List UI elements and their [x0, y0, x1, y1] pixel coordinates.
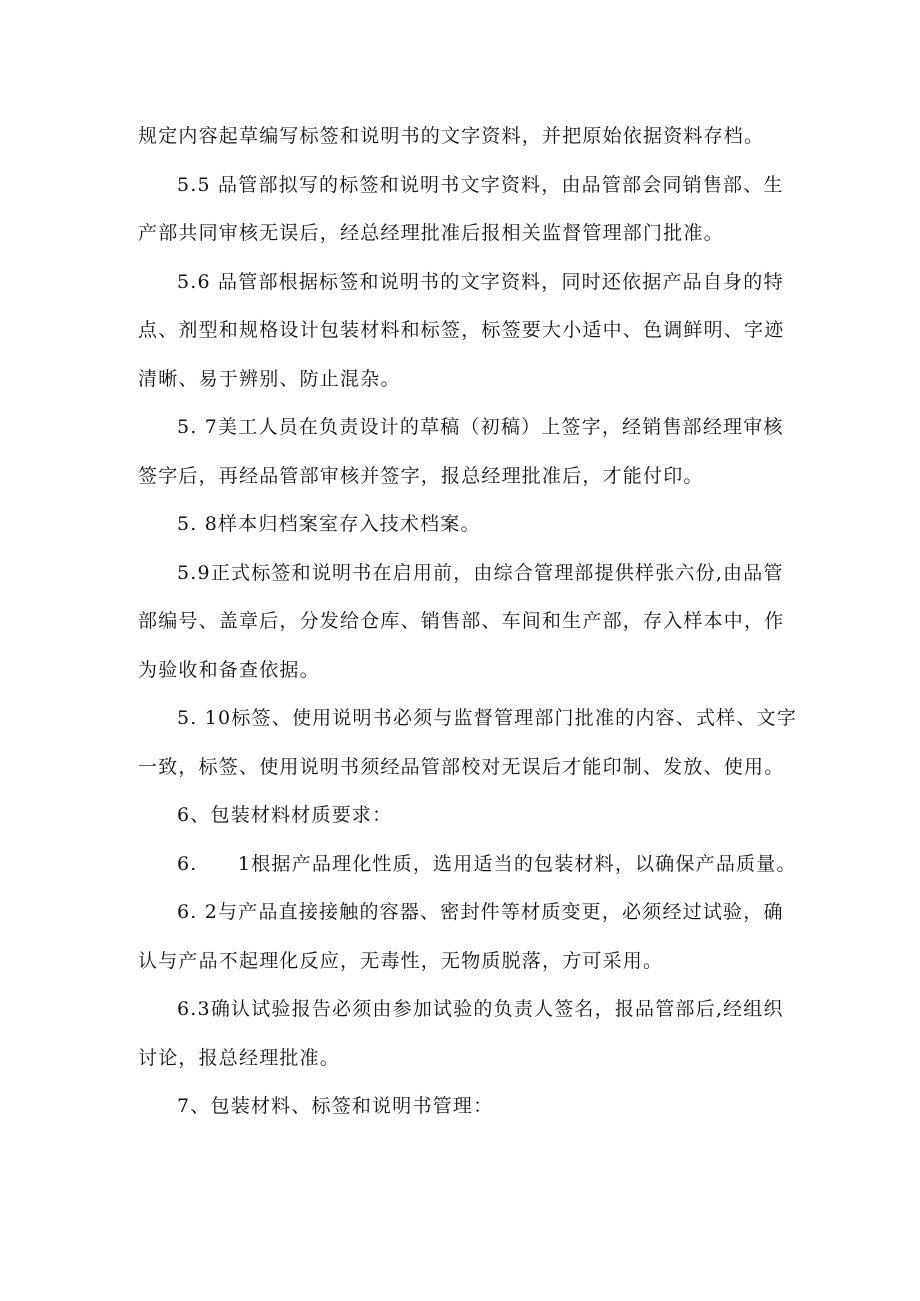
paragraph-6-2: 6. 2与产品直接接触的容器、密封件等材质变更，必须经过试验，确认与产品不起理化反应，无毒性，无物质脱落，方可采用。	[138, 901, 784, 972]
paragraph-5-9: 5.9正式标签和说明书在启用前，由综合管理部提供样张六份,由品管部编号、盖章后，分发给仓库、销售部、车间和生产部，存入样本中，作为验收和备查依据。	[138, 561, 785, 681]
section-heading-6: 6、包装材料材质要求：	[177, 804, 393, 826]
paragraph-continuation: 规定内容起草编写标签和说明书的文字资料，并把原始依据资料存档。	[138, 125, 765, 147]
paragraph-5-6: 5.6 品管部根据标签和说明书的文字资料，同时还依据产品自身的特点、剂型和规格设计包装材料和标签，标签要大小适中、色调鲜明、字迹清晰、易于辨别、防止混杂。	[138, 270, 785, 390]
paragraph-5-7: 5. 7美工人员在负责设计的草稿（初稿）上签字，经销售部经理审核签字后，再经品管部审核并签字，报总经理批准后，才能付印。	[138, 416, 784, 487]
paragraph-6-3: 6.3确认试验报告必须由参加试验的负责人签名，报品管部后,经组织讨论，报总经理批准。	[138, 998, 784, 1069]
paragraph-5-10: 5. 10标签、使用说明书必须与监督管理部门批准的内容、式样、文字一致，标签、使用说明书须经品管部校对无误后才能印制、发放、使用。	[138, 707, 797, 778]
paragraph-6-1: 6. 1根据产品理化性质，选用适当的包装材料，以确保产品质量。	[177, 852, 797, 875]
paragraph-5-5: 5.5 品管部拟写的标签和说明书文字资料，由品管部会同销售部、生产部共同审核无误后，经总经理批准后报相关监督管理部门批准。	[138, 173, 784, 244]
section-heading-7: 7、包装材料、标签和说明书管理：	[177, 1095, 494, 1117]
paragraph-5-8: 5. 8样本归档案室存入技术档案。	[177, 513, 481, 535]
document-body	[138, 112, 798, 1131]
